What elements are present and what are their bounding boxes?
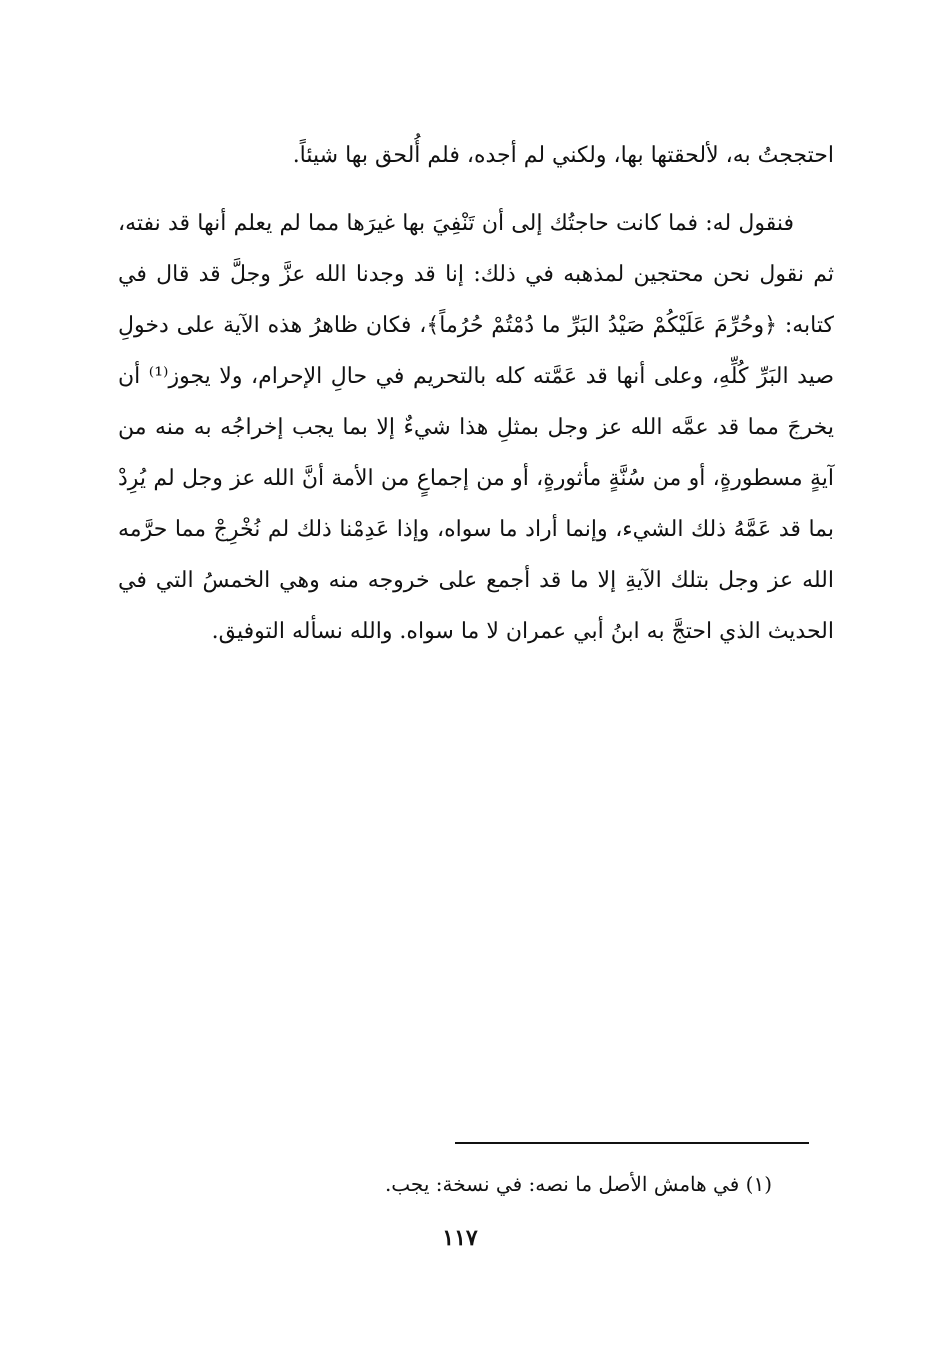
footnote-separator — [455, 1142, 809, 1144]
page-number: ١١٧ — [442, 1225, 478, 1251]
paragraph-continuation: احتججتُ به، لألحقتها بها، ولكني لم أجده، فلم أُلحق بها شيئاً. — [292, 143, 834, 168]
paragraph-main: فنقول له: فما كانت حاجتُك إلى أن تَنْفِيَ بها غيرَها مما لم يعلم أنها قد نفته، ثم نقول نحن محتجين لمذهبه في ذلك: إنا قد وجدنا الله عزَّ وجلَّ قد قال في كتابه: ﴿وحُرِّمَ عَلَيْكُمْ صَيْدُ البَرِّ ما دُمْتُمْ حُرُماً﴾، فكان ظاهرُ هذه الآية على دخولِ صيد البَرِّ كُلِّهِ، وعلى أنها قد عَمَّته كله بالتحريم في حالِ الإحرام، ولا يجوز⁽¹⁾ أن يخرجَ مما قد عمَّه الله عز وجل بمثلِ هذا شيءٌ إلا بما يجب إخراجُه به منه من آيةٍ مسطورةٍ، أو من سُنَّةٍ مأثورةٍ، أو من إجماعٍ من الأمة أنَّ الله عز وجل لم يُرِدْ بما قد عَمَّهُ ذلك الشيء، وإنما أراد ما سواه، وإذا عَدِمْنا ذلك لم نُخْرِجْ مما حرَّمه الله عز وجل بتلك الآيةِ إلا ما قد أجمع على خروجه منه وهي الخمسُ التي في الحديث الذي احتجَّ به ابنُ أبي عمران لا ما سواه. والله نسأله التوفيق. — [118, 211, 834, 644]
footnote-text: (١) في هامش الأصل ما نصه: في نسخة: يجب. — [384, 1172, 772, 1196]
